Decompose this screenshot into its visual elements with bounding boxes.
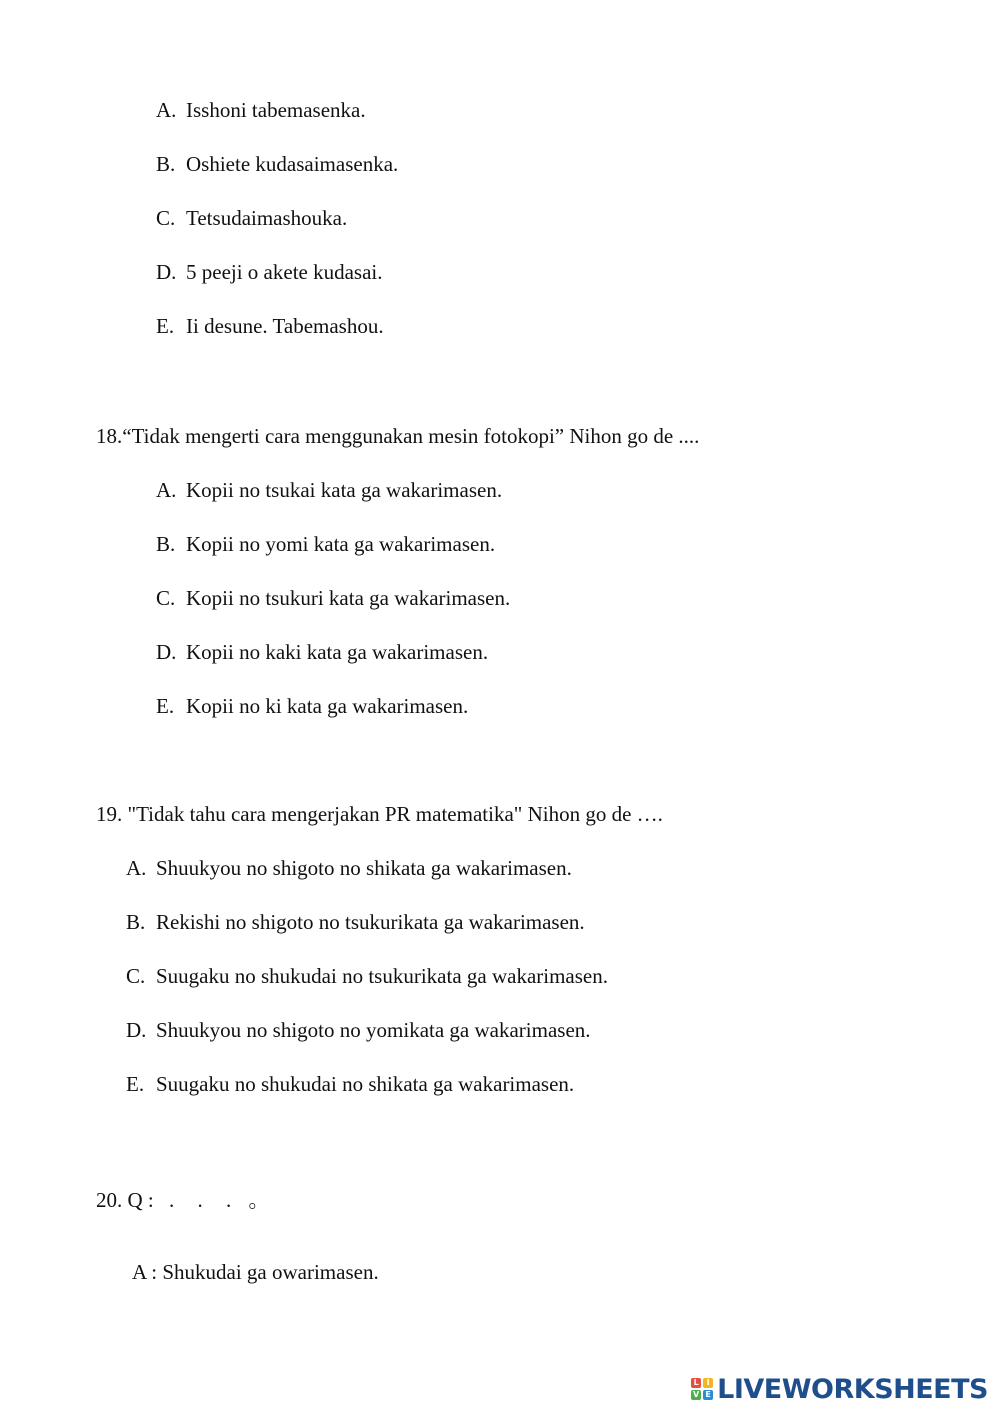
option-text: Shuukyou no shigoto no shikata ga wakarimasen.	[156, 856, 572, 880]
dot: .	[197, 1188, 203, 1212]
option-letter: B.	[156, 152, 176, 176]
q17-option-c	[156, 208, 347, 229]
option-letter: E.	[156, 314, 175, 338]
logo-square-v: V	[693, 1390, 700, 1399]
option-letter: A.	[156, 98, 177, 122]
option-text: Suugaku no shukudai no tsukurikata ga wakarimasen.	[156, 964, 608, 988]
q19-option-a	[126, 858, 572, 879]
q17-option-b	[156, 154, 398, 175]
option-letter: C.	[156, 206, 176, 230]
option-text: Kopii no tsukuri kata ga wakarimasen.	[186, 586, 511, 610]
option-text: Ii desune. Tabemashou.	[186, 314, 384, 338]
option-text: Oshiete kudasaimasenka.	[186, 152, 399, 176]
option-text: 5 peeji o akete kudasai.	[186, 260, 383, 284]
option-text: Shuukyou no shigoto no yomikata ga wakarimasen.	[156, 1018, 591, 1042]
option-letter: D.	[156, 640, 177, 664]
dot: .	[226, 1188, 232, 1212]
q19-question: 19. "Tidak tahu cara mengerjakan PR matematika" Nihon go de ….	[96, 802, 663, 826]
option-letter: A.	[126, 856, 147, 880]
option-text: Kopii no yomi kata ga wakarimasen.	[186, 532, 496, 556]
q19-option-c	[126, 966, 608, 987]
q19-option-d	[126, 1020, 591, 1041]
q18-question: 18.“Tidak mengerti cara menggunakan mesin fotokopi” Nihon go de ....	[96, 424, 700, 448]
q18-option-e	[156, 696, 468, 717]
q18-option-a	[156, 480, 502, 501]
option-letter: B.	[156, 532, 176, 556]
option-letter: A.	[156, 478, 177, 502]
option-letter: E.	[126, 1072, 145, 1096]
q17-option-d	[156, 262, 383, 283]
option-text: Rekishi no shigoto no tsukurikata ga wakarimasen.	[156, 910, 585, 934]
liveworksheets-logo	[691, 1374, 988, 1404]
option-letter: B.	[126, 910, 146, 934]
liveworksheets-logo-icon	[691, 1378, 713, 1400]
option-letter: D.	[156, 260, 177, 284]
q17-option-a	[156, 100, 366, 121]
option-letter: E.	[156, 694, 175, 718]
logo-square-l: L	[691, 1378, 701, 1388]
option-text: Kopii no kaki kata ga wakarimasen.	[186, 640, 489, 664]
q19-option-e	[126, 1074, 574, 1095]
q20-question	[96, 1190, 270, 1211]
logo-square-e: E	[703, 1390, 713, 1400]
option-letter: C.	[156, 586, 176, 610]
liveworksheets-wordmark: LIVEWORKSHEETS	[717, 1373, 988, 1405]
option-text: Kopii no tsukai kata ga wakarimasen.	[186, 478, 503, 502]
logo-square-i: I	[703, 1378, 713, 1388]
option-letter: C.	[126, 964, 146, 988]
option-text: Tetsudaimashouka.	[186, 206, 348, 230]
dot: 。	[248, 1188, 270, 1212]
q17-option-e	[156, 316, 384, 337]
dot: .	[169, 1188, 175, 1212]
option-text: Suugaku no shukudai no shikata ga wakarimasen.	[156, 1072, 575, 1096]
q18-option-c	[156, 588, 510, 609]
q20-question-prefix: 20. Q :	[96, 1188, 154, 1212]
option-text: Isshoni tabemasenka.	[186, 98, 366, 122]
q18-option-d	[156, 642, 488, 663]
q20-blank-dots	[159, 1188, 270, 1212]
q18-option-b	[156, 534, 495, 555]
q19-option-b	[126, 912, 585, 933]
q20-answer: A : Shukudai ga owarimasen.	[132, 1260, 379, 1284]
option-text: Kopii no ki kata ga wakarimasen.	[186, 694, 469, 718]
option-letter: D.	[126, 1018, 147, 1042]
